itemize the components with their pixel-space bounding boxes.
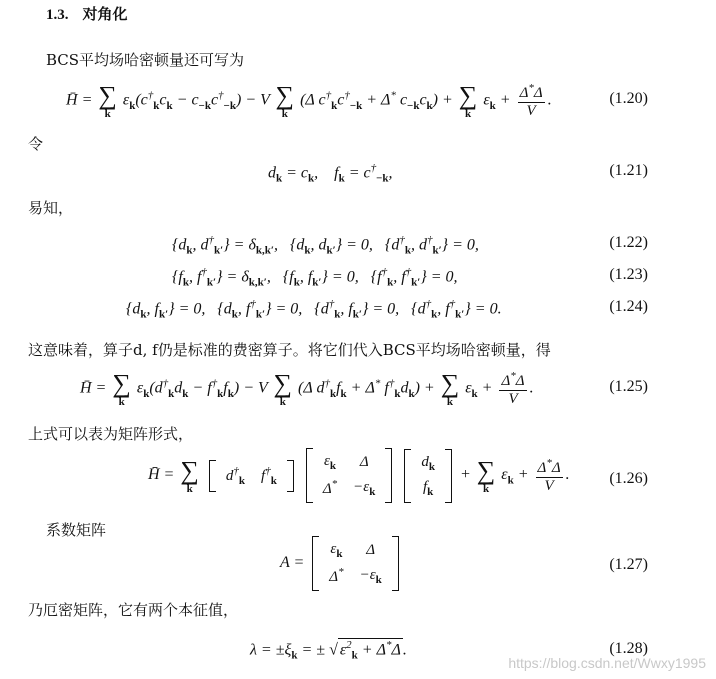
equation-number-1-23: (1.23) [609,266,648,283]
equation-number-1-22: (1.22) [609,234,648,251]
equation-1-21: $d_k = c_k$, $f_k = c^\dagger_{-k}$, (1.21) [268,162,648,185]
equation-1-25: H̄ = ∑ k $\varepsilon_k(d^\dagger_kd_k - f^\dagger_kf_k) - V$ ∑ k (Δ $d^\dagger_kf_k + \Delta^*$ $f^\dagger_kd_k$) + ∑ k $\varepsilon_k$ + $\frac{\Delta^*\Delta}{V}$ . (1.25) [80,369,648,408]
paragraph-1: BCS平均场哈密顿量还可写为 [46,51,245,69]
equation-number-1-26: (1.26) [609,470,648,487]
equation-number-1-27: (1.27) [609,556,648,573]
section-number: 1.3. [46,7,69,23]
equation-1-24: {$d_k$, $f_{k'}\} = 0$, {$d_k$, $f^\dagger_{k'}\} = 0$, {$d^\dagger_k$, $f_{k'}\} = 0$, {$d^\dagger_k$, $f^\dagger_{k'}\} = 0$. (1.24) [126,298,648,321]
watermark: https://blog.csdn.net/Wwxy1995 [508,655,706,671]
paragraph-6: 系数矩阵 [46,521,107,539]
equation-1-26: H̄ = ∑ k $d^\dagger_k$ $f^\dagger_k$ $\varepsilon_k$ Δ Δ* $-\varepsilon_k$ $d_k$ $f_k$ + ∑ k $\varepsilon_k$ + $\frac{\Delta^*\Delta}{V}$ . (1.26) [0,448,716,514]
paragraph-7: 乃厄密矩阵，它有两个本征值， [28,601,239,619]
equation-1-22: {$d_k$, $d^\dagger_{k'}\} = \delta_{k,k'}$, {$d_k$, $d_{k'}\} = 0$, {$d^\dagger_k$, $d^\dagger_{k'}\} = 0$, (1.22) [172,234,648,257]
equation-1-20: H̄ = ∑ k $\varepsilon_k(c^\dagger_kc_k - c_{-k}c^\dagger_{-k}) - V$ ∑ k (Δ $c^\dagger_kc^\dagger_{-k} + \Delta^*$ $c_{-k}c_k$) + ∑ k $\varepsilon_k$ + $\frac{\Delta^*\Delta}{V}$ . (1.20) [66,81,648,120]
equation-1-27: A = $\varepsilon_k$ Δ Δ* $-\varepsilon_k$ (1.27) [0,536,716,596]
paragraph-2: 令 [28,135,44,153]
section-title: 对角化 [82,5,128,23]
equation-number-1-24: (1.24) [609,298,648,315]
equation-number-1-20: (1.20) [609,90,648,107]
paragraph-5: 上式可以表为矩阵形式， [28,425,194,443]
paragraph-3: 易知， [28,199,74,217]
section-heading [46,4,128,25]
paragraph-4: 这意味着，算子d, f仍是标准的费密算子。将它们代入BCS平均场哈密顿量，得 [28,341,551,359]
equation-number-1-28: (1.28) [609,640,648,657]
equation-1-28: $\lambda = \pm\xi_k$ = ± √ $\varepsilon^2_k + \Delta^*\Delta$ . (1.28) [250,639,648,662]
equation-1-23: {$f_k$, $f^\dagger_{k'}\} = \delta_{k,k'}$, {$f_k$, $f_{k'}\} = 0$, {$f^\dagger_k$, $f^\dagger_{k'}\} = 0$, (1.23) [172,266,648,289]
equation-number-1-25: (1.25) [609,378,648,395]
equation-number-1-21: (1.21) [609,162,648,179]
